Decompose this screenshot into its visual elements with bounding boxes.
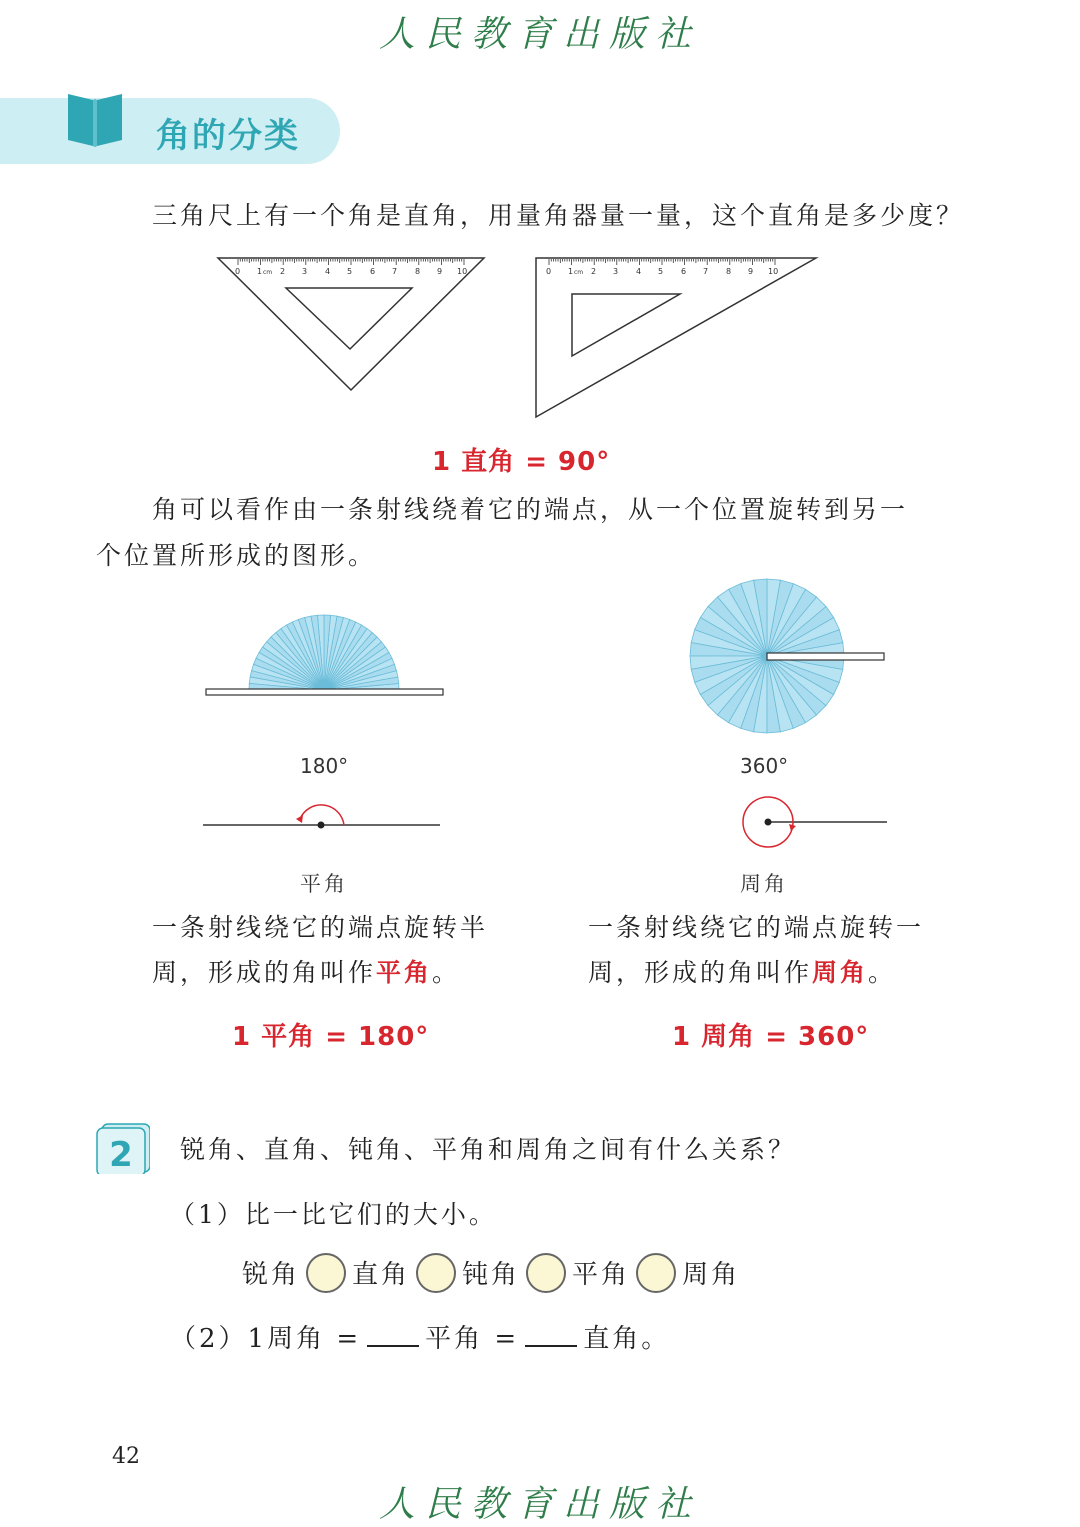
tick-label: 9 — [748, 267, 754, 276]
arrow-icon — [789, 824, 796, 831]
set-squares-illustration — [210, 250, 830, 425]
compare-row — [242, 1254, 740, 1296]
full-angle-fan — [685, 575, 890, 740]
compare-item-full: 周角 — [682, 1260, 741, 1290]
intro-question: 三角尺上有一个角是直角，用量角器量一量，这个直角是多少度？ — [152, 201, 965, 230]
publisher-footer: 人民教育出版社 — [378, 1484, 701, 1525]
tick-label: 7 — [392, 267, 398, 276]
exercise-part-1: （1）比一比它们的大小。 — [170, 1200, 497, 1229]
exercise-part-2: （2）1周角 = 平角 = 直角。 — [170, 1318, 670, 1355]
tick-label: 9 — [437, 267, 443, 276]
tick-label: 3 — [302, 267, 308, 276]
tick-unit: cm — [263, 269, 273, 276]
tick-label: 10 — [457, 267, 468, 276]
answer-blank[interactable] — [525, 1321, 577, 1347]
tick-label: 1 — [257, 267, 263, 276]
full-angle-degree: 360° — [740, 754, 789, 778]
tick-label: 0 — [235, 267, 241, 276]
tick-label: 0 — [546, 267, 552, 276]
page-number: 42 — [112, 1444, 140, 1469]
straight-angle-degree: 180° — [300, 754, 349, 778]
straight-angle-diagram — [200, 795, 445, 840]
full-angle-name: 周角 — [740, 872, 788, 896]
straight-angle-fan — [200, 600, 450, 700]
tick-label: 2 — [280, 267, 286, 276]
tick-label: 10 — [768, 267, 779, 276]
tick-label: 8 — [726, 267, 732, 276]
tick-label: 2 — [591, 267, 597, 276]
tick-label: 4 — [325, 267, 331, 276]
straight-angle-name: 平角 — [300, 872, 348, 896]
definition-line-2: 个位置所形成的图形。 — [96, 541, 377, 570]
exercise-number: 2 — [109, 1135, 133, 1174]
compare-item-obtuse: 钝角 — [462, 1260, 521, 1290]
full-angle-term: 周角 — [812, 958, 869, 987]
straight-angle-term: 平角 — [376, 958, 433, 987]
straight-angle-desc-2: 周，形成的角叫作平角。 — [152, 958, 461, 987]
full-angle-formula: 1 周角 = 360° — [672, 1022, 870, 1052]
set-square-30-60 — [536, 258, 816, 417]
arrow-icon — [296, 815, 303, 823]
tick-label: 4 — [636, 267, 642, 276]
tick-unit: cm — [574, 269, 584, 276]
full-angle-desc-1: 一条射线绕它的端点旋转一 — [588, 913, 925, 942]
set-square-45 — [218, 258, 484, 390]
tick-label: 5 — [347, 267, 353, 276]
publisher-header: 人民教育出版社 — [378, 14, 701, 55]
tick-label: 3 — [613, 267, 619, 276]
compare-item-acute: 锐角 — [242, 1260, 301, 1290]
answer-blank[interactable] — [367, 1321, 419, 1347]
tick-label: 6 — [370, 267, 376, 276]
compare-blank[interactable] — [526, 1253, 566, 1293]
tick-label: 8 — [415, 267, 421, 276]
exercise-number-badge — [96, 1122, 150, 1174]
compare-blank[interactable] — [416, 1253, 456, 1293]
right-angle-formula: 1 直角 = 90° — [432, 447, 611, 477]
exercise-question: 锐角、直角、钝角、平角和周角之间有什么关系？ — [180, 1135, 797, 1164]
compare-item-right: 直角 — [352, 1260, 411, 1290]
definition-line-1: 角可以看作由一条射线绕着它的端点，从一个位置旋转到另一 — [152, 495, 909, 524]
compare-blank[interactable] — [306, 1253, 346, 1293]
tick-label: 1 — [568, 267, 574, 276]
tick-label: 7 — [703, 267, 709, 276]
full-angle-diagram — [735, 790, 895, 852]
section-title: 角的分类 — [156, 116, 300, 156]
tick-label: 5 — [658, 267, 664, 276]
full-angle-desc-2: 周，形成的角叫作周角。 — [588, 958, 897, 987]
compare-item-straight: 平角 — [572, 1260, 631, 1290]
compare-blank[interactable] — [636, 1253, 676, 1293]
tick-label: 6 — [681, 267, 687, 276]
straight-angle-formula: 1 平角 = 180° — [232, 1022, 430, 1052]
straight-angle-desc-1: 一条射线绕它的端点旋转半 — [152, 913, 489, 942]
book-icon — [66, 86, 124, 150]
